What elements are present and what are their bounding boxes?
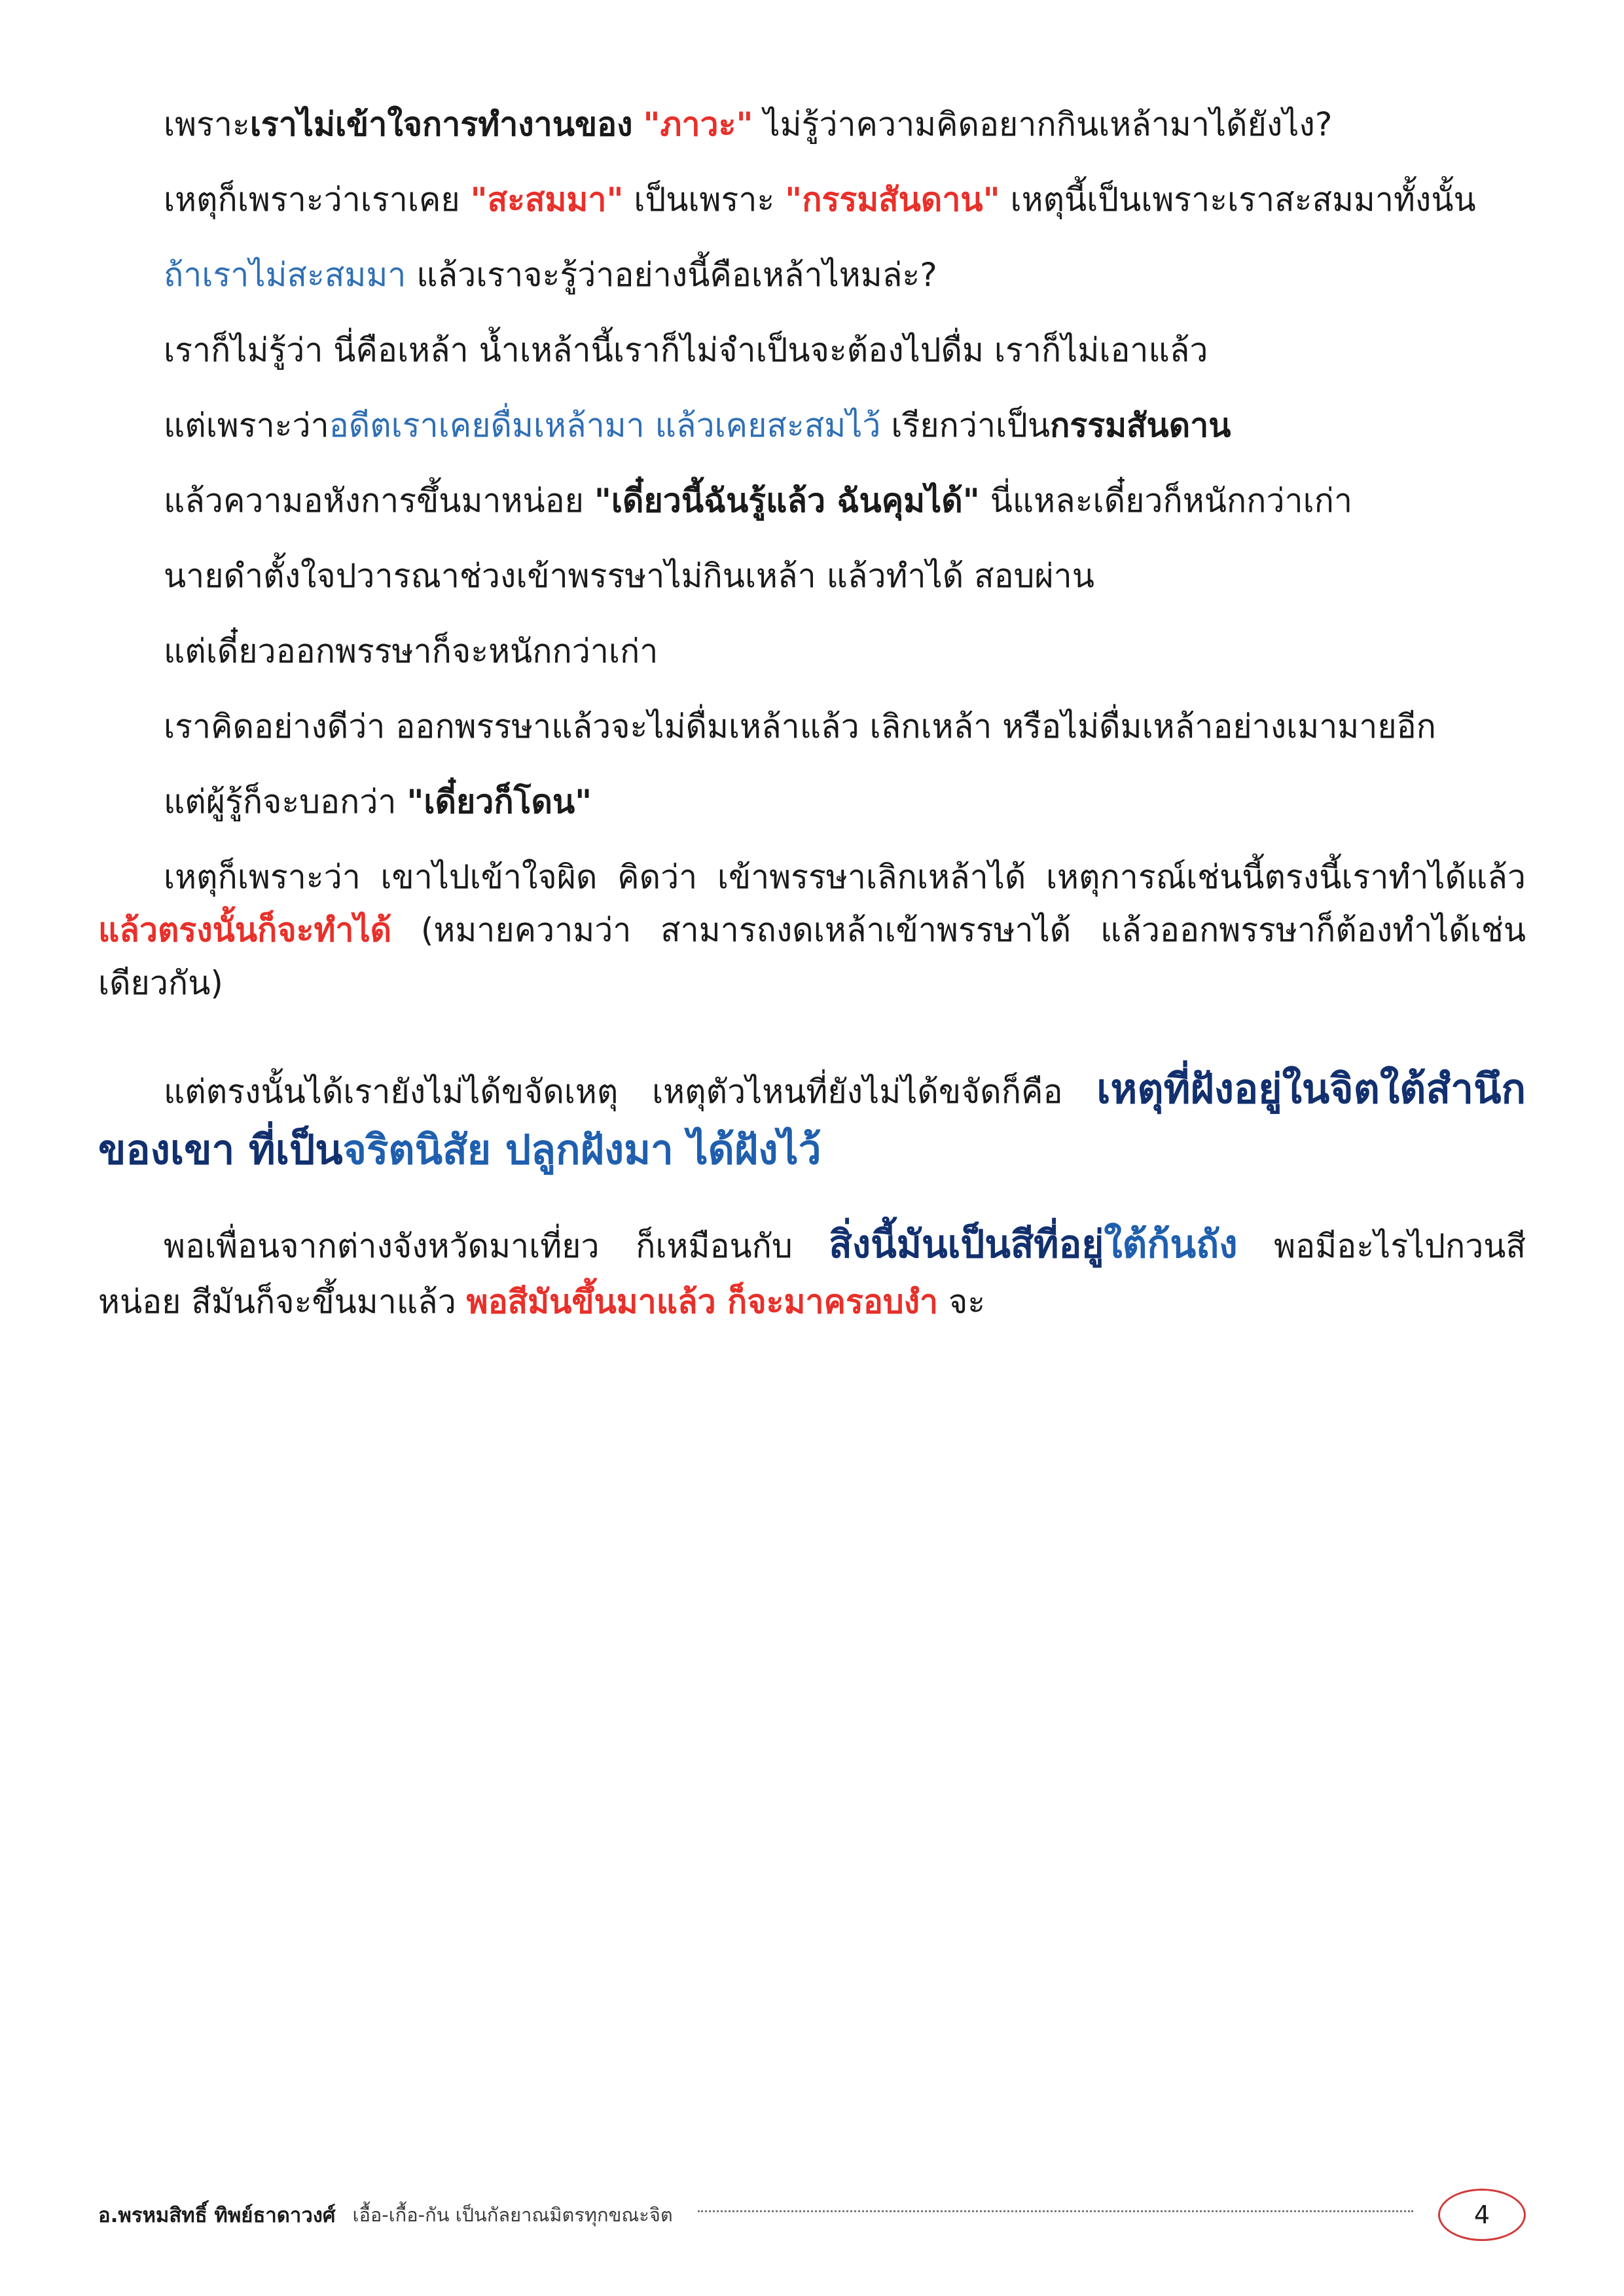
- paragraph-7: [98, 550, 1526, 603]
- text-run: จะ: [938, 1282, 986, 1321]
- text-run: แล้วเราจะรู้ว่าอย่างนี้คือเหล้าไหมล่ะ?: [406, 256, 937, 294]
- text-run: ไม่รู้ว่าความคิดอยากกินเหล้ามาได้ยังไง?: [753, 105, 1333, 143]
- page-number-badge: 4: [1438, 2189, 1526, 2241]
- text-run: เราก็ไม่รู้ว่า นี่คือเหล้า น้ำเหล้านี้เราก็ไม่จำเป็นจะต้องไปดื่ม เราก็ไม่เอาแล้ว: [164, 331, 1208, 369]
- text-run-highlight: "สะสมมา": [470, 181, 624, 219]
- text-run-highlight: "ภาวะ": [643, 105, 753, 143]
- text-run: เรียกว่าเป็น: [880, 406, 1051, 444]
- text-run-blue: ถ้าเราไม่สะสมมา: [164, 256, 406, 294]
- text-run-highlight: แล้วตรงนั้นก็จะทำได้: [98, 911, 392, 949]
- paragraph-11: [98, 851, 1526, 1010]
- paragraph-3: [98, 249, 1526, 302]
- text-run: แต่เดี๋ยวออกพรรษาก็จะหนักกว่าเก่า: [164, 632, 659, 670]
- paragraph-8: [98, 625, 1526, 678]
- text-run-navy: เหตุที่ฝังอยู่ในจิตใต้สำนึกของเขา ที่เป็น: [98, 1065, 1526, 1174]
- text-run: เพราะ: [164, 105, 250, 143]
- page-footer: [98, 2189, 1526, 2241]
- text-run-bold: เราไม่เข้าใจการทำงานของ: [249, 105, 633, 143]
- text-run-highlight: "กรรมสันดาน": [785, 181, 1000, 219]
- paragraph-spacer: [98, 1202, 1526, 1214]
- text-run: เป็นเพราะ: [623, 181, 785, 219]
- text-run: นายดำตั้งใจปวารณาช่วงเข้าพรรษาไม่กินเหล้า แล้วทำได้ สอบผ่าน: [164, 557, 1094, 595]
- text-run: แต่ตรงนั้นได้เรายังไม่ได้ขจัดเหตุ เหตุตัวไหนที่ยังไม่ได้ขจัดก็คือ: [164, 1073, 1097, 1111]
- text-run: แต่ผู้รู้ก็จะบอกว่า: [164, 783, 407, 821]
- paragraph-6: [98, 475, 1526, 528]
- text-run: เหตุนี้เป็นเพราะเราสะสมมาทั้งนั้น: [1000, 181, 1476, 219]
- paragraph-10: [98, 776, 1526, 829]
- footer-author: อ.พรหมสิทธิ์ ทิพย์ธาดาวงศ์: [98, 2204, 336, 2227]
- text-run: เหตุก็เพราะว่าเราเคย: [164, 181, 471, 219]
- footer-motto: เอื้อ-เกื้อ-กัน เป็นกัลยาณมิตรทุกขณะจิต: [352, 2204, 673, 2226]
- text-run-bold: กรรมสันดาน: [1050, 406, 1231, 444]
- paragraph-12-highlight: [98, 1058, 1526, 1180]
- text-run: นี่แหละเดี๋ยวก็หนักกว่าเก่า: [979, 482, 1353, 520]
- paragraph-4: [98, 324, 1526, 377]
- paragraph-9: [98, 700, 1526, 753]
- footer-divider: [698, 2210, 1413, 2212]
- text-run-navy: สิ่งนี้มันเป็นสีที่อยู่: [829, 1222, 1104, 1266]
- paragraph-5: [98, 399, 1526, 452]
- text-run-blue: อดีตเราเคยดื่มเหล้ามา แล้วเคยสะสมไว้: [329, 406, 881, 444]
- paragraph-13: [98, 1214, 1526, 1329]
- text-run-blue: จริตนิสัย ปลูกฝังมา ได้ฝังไว้: [342, 1126, 821, 1174]
- text-run-blue: ใต้ก้นถัง: [1104, 1222, 1238, 1266]
- text-run: (หมายความว่า สามารถงดเหล้าเข้าพรรษาได้ แล้วออกพรรษาก็ต้องทำได้เช่นเดียวกัน): [98, 911, 1526, 1002]
- text-run: พอมีอะไรไปกวนสีหน่อย สีมันก็จะขึ้นมาแล้ว: [98, 1227, 1526, 1321]
- text-run-highlight: พอสีมันขึ้นมาแล้ว ก็จะมาครอบงำ: [466, 1282, 939, 1321]
- text-run: แต่เพราะว่า: [164, 406, 329, 444]
- document-body: [98, 98, 1526, 1329]
- text-run-bold: "เดี๋ยวนี้ฉันรู้แล้ว ฉันคุมได้": [594, 482, 980, 520]
- paragraph-2: [98, 173, 1526, 226]
- paragraph-spacer: [98, 1032, 1526, 1058]
- text-run: [633, 105, 643, 143]
- text-run: เราคิดอย่างดีว่า ออกพรรษาแล้วจะไม่ดื่มเหล้าแล้ว เลิกเหล้า หรือไม่ดื่มเหล้าอย่างเมามายอีก: [164, 708, 1436, 745]
- text-run: เหตุก็เพราะว่า เขาไปเข้าใจผิด คิดว่า เข้าพรรษาเลิกเหล้าได้ เหตุการณ์เช่นนี้ตรงนี้เราทำได้แล้ว: [164, 858, 1526, 896]
- text-run: พอเพื่อนจากต่างจังหวัดมาเที่ยว ก็เหมือนกับ: [164, 1227, 829, 1265]
- text-run: แล้วความอหังการขึ้นมาหน่อย: [164, 482, 594, 520]
- text-run-bold: "เดี๋ยวก็โดน": [406, 783, 592, 821]
- paragraph-1: [98, 98, 1526, 151]
